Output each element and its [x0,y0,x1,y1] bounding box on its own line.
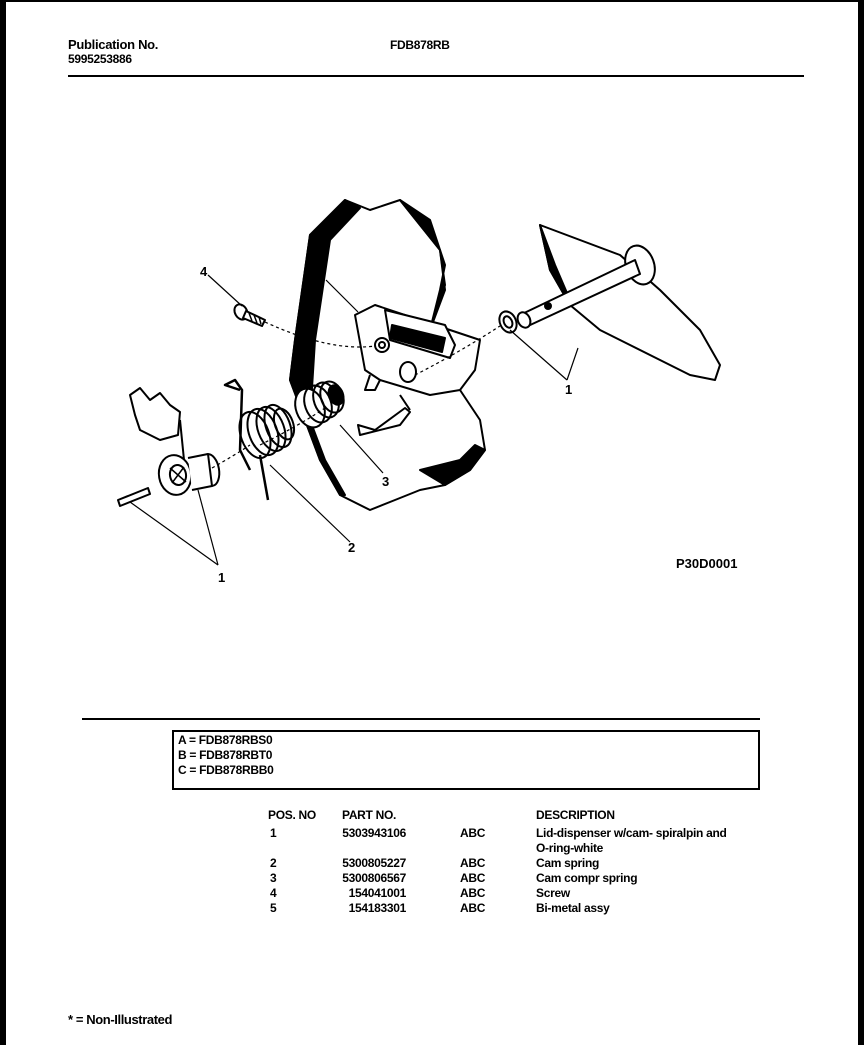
callout-4: 4 [200,264,208,279]
model-legend-b: B = FDB878RBT0 [178,748,273,762]
model-code: FDB878RB [390,38,450,52]
callout-2: 2 [348,540,356,555]
diagram-code: P30D0001 [676,556,738,571]
table-row: 3 5300806567 ABC Cam compr spring [270,871,638,885]
header-pos-no: POS. NO [268,808,316,822]
header-part-no: PART NO. [342,808,397,822]
cam-assembly [118,388,222,506]
table-row: 4 154041001 ABC Screw [270,886,570,900]
parts-table-header [268,808,748,826]
publication-number: 5995253886 [68,52,132,66]
exploded-parts-diagram [100,90,800,610]
screw [232,302,265,326]
o-ring [496,309,520,336]
table-row: 2 5300805227 ABC Cam spring [270,856,600,870]
model-legend-a: A = FDB878RBS0 [178,733,273,747]
spiral-pin [118,488,150,506]
page-border-top [0,0,864,2]
table-row: 1 5303943106 ABC Lid-dispenser w/cam- spiralpin and O-ring-white [270,826,727,855]
table-row: 5 154183301 ABC Bi-metal assy [270,901,610,915]
header-divider [68,75,804,77]
callout-5: 5 [318,270,326,285]
callout-3: 3 [382,474,390,489]
parts-table [268,808,748,916]
model-legend-box [172,730,760,790]
callout-1-left: 1 [218,570,226,585]
header-description: DESCRIPTION [536,808,615,822]
dispenser-lid [515,225,720,380]
publication-label: Publication No. [68,37,159,52]
callout-1-right: 1 [565,382,573,397]
model-legend-c: C = FDB878RBB0 [178,763,274,777]
footnote-non-illustrated: * = Non-Illustrated [68,1012,172,1027]
page-border-left [0,0,6,1045]
section-divider [82,718,760,720]
page-border-right [858,0,864,1045]
